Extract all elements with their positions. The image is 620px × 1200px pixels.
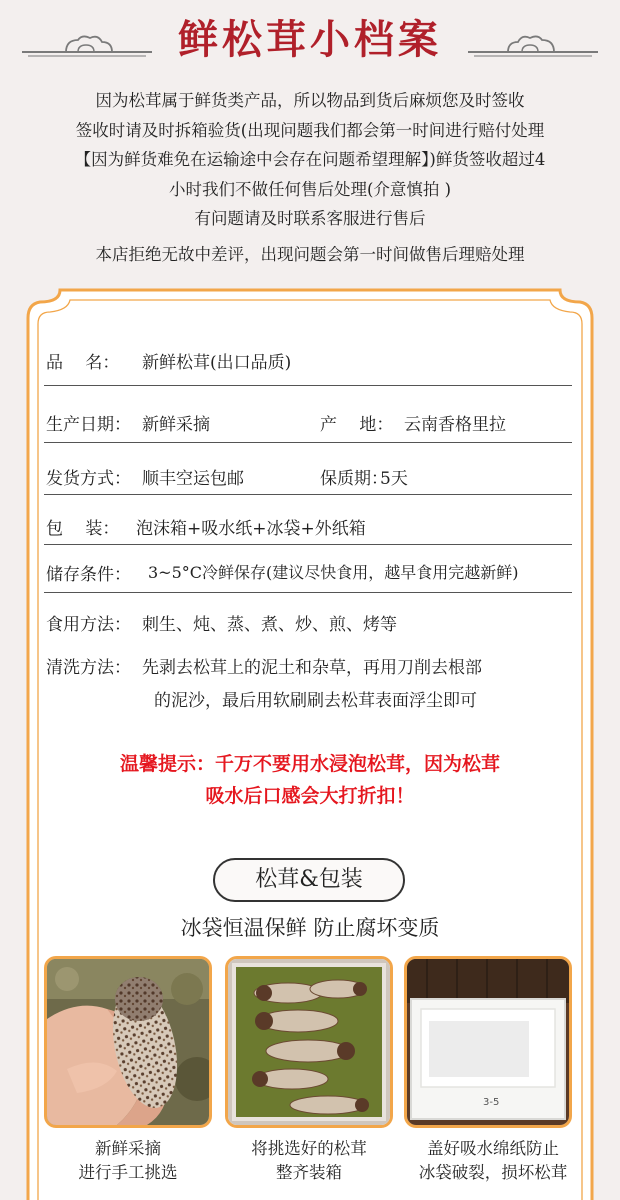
name-label: 品 名：: [46, 353, 120, 373]
divider: [44, 442, 572, 443]
storage-value: 3~5°C冷鲜保存(建议尽快食用，越早食用完越新鲜): [148, 563, 519, 582]
ship-label: 发货方式：: [46, 469, 131, 489]
caption-photo-3: [393, 1137, 593, 1185]
name-value: 新鲜松茸(出口品质): [142, 353, 292, 373]
shelf-label: 保质期：: [320, 469, 388, 489]
section-subheading: 冰袋恒温保鲜 防止腐坏变质: [180, 916, 440, 940]
notice-line: 因为松茸属于鲜货类产品，所以物品到货后麻烦您及时签收: [95, 91, 525, 110]
divider: [44, 544, 572, 545]
photo-hand-picking: [44, 956, 212, 1128]
warning-line-1: 温馨提示：千万不要用水浸泡松茸，因为松茸: [119, 753, 500, 775]
caption-line: 盖好吸水绵纸防止: [427, 1139, 559, 1158]
clean-value-1: 先剥去松茸上的泥土和杂草，再用刀削去根部: [142, 658, 482, 678]
date-value: 新鲜采摘: [142, 415, 210, 435]
notice-line: 【因为鲜货难免在运输途中会存在问题希望理解】)鲜货签收超过4: [74, 150, 546, 169]
eat-value: 刺生、炖、蒸、煮、炒、煎、烤等: [142, 615, 397, 635]
section-pill: 松茸&包装: [213, 858, 405, 902]
cloud-ornament-right: [468, 32, 598, 58]
notice-line: 签收时请及时拆箱验货(出现问题我们都会第一时间进行赔付处理: [75, 120, 545, 140]
caption-line: 冰袋破裂，损坏松茸: [418, 1163, 568, 1182]
caption-line: 新鲜采摘: [95, 1139, 161, 1158]
photo-boxed-mushrooms: [225, 956, 393, 1128]
divider: [44, 385, 572, 386]
warning-text: [0, 748, 620, 812]
clean-label: 清洗方法：: [46, 658, 131, 678]
notice-line: 小时我们不做任何售后处理(介意慎拍 ): [168, 179, 452, 199]
boxed-mushrooms-image: [228, 959, 390, 1125]
divider: [44, 494, 572, 495]
pack-value: 泡沫箱+吸水纸+冰袋+外纸箱: [136, 519, 366, 539]
caption-line: 将挑选好的松茸: [251, 1139, 367, 1158]
pack-label: 包 装：: [46, 519, 120, 539]
clean-value-2: 的泥沙，最后用软刷刷去松茸表面浮尘即可: [154, 691, 477, 711]
photo-foam-box: [404, 956, 572, 1128]
box-label: 3-5: [483, 1097, 500, 1108]
caption-photo-2: [214, 1137, 404, 1185]
origin-value: 云南香格里拉: [404, 415, 506, 435]
date-label: 生产日期：: [46, 415, 131, 435]
origin-label: 产 地：: [320, 415, 394, 435]
notice-extra-line: 本店拒绝无故中差评，出现问题会第一时间做售后理赔处理: [95, 244, 525, 264]
foam-box-image: [407, 959, 569, 1125]
shelf-value: 5天: [380, 469, 408, 489]
notice-line: 有问题请及时联系客服进行售后: [194, 209, 426, 228]
ship-value: 顺丰空运包邮: [142, 469, 244, 489]
storage-label: 储存条件：: [46, 565, 131, 585]
mushroom-in-hand-image: [47, 959, 209, 1125]
caption-line: 整齐装箱: [276, 1163, 342, 1182]
caption-photo-1: [33, 1137, 223, 1185]
warning-line-2: 吸水后口感会大打折扣！: [205, 785, 415, 807]
caption-line: 进行手工挑选: [78, 1163, 178, 1182]
header: [0, 0, 620, 70]
divider: [44, 592, 572, 593]
notice-text: [0, 86, 620, 269]
page-title: 鲜松茸小档案: [178, 17, 442, 63]
eat-label: 食用方法：: [46, 615, 131, 635]
